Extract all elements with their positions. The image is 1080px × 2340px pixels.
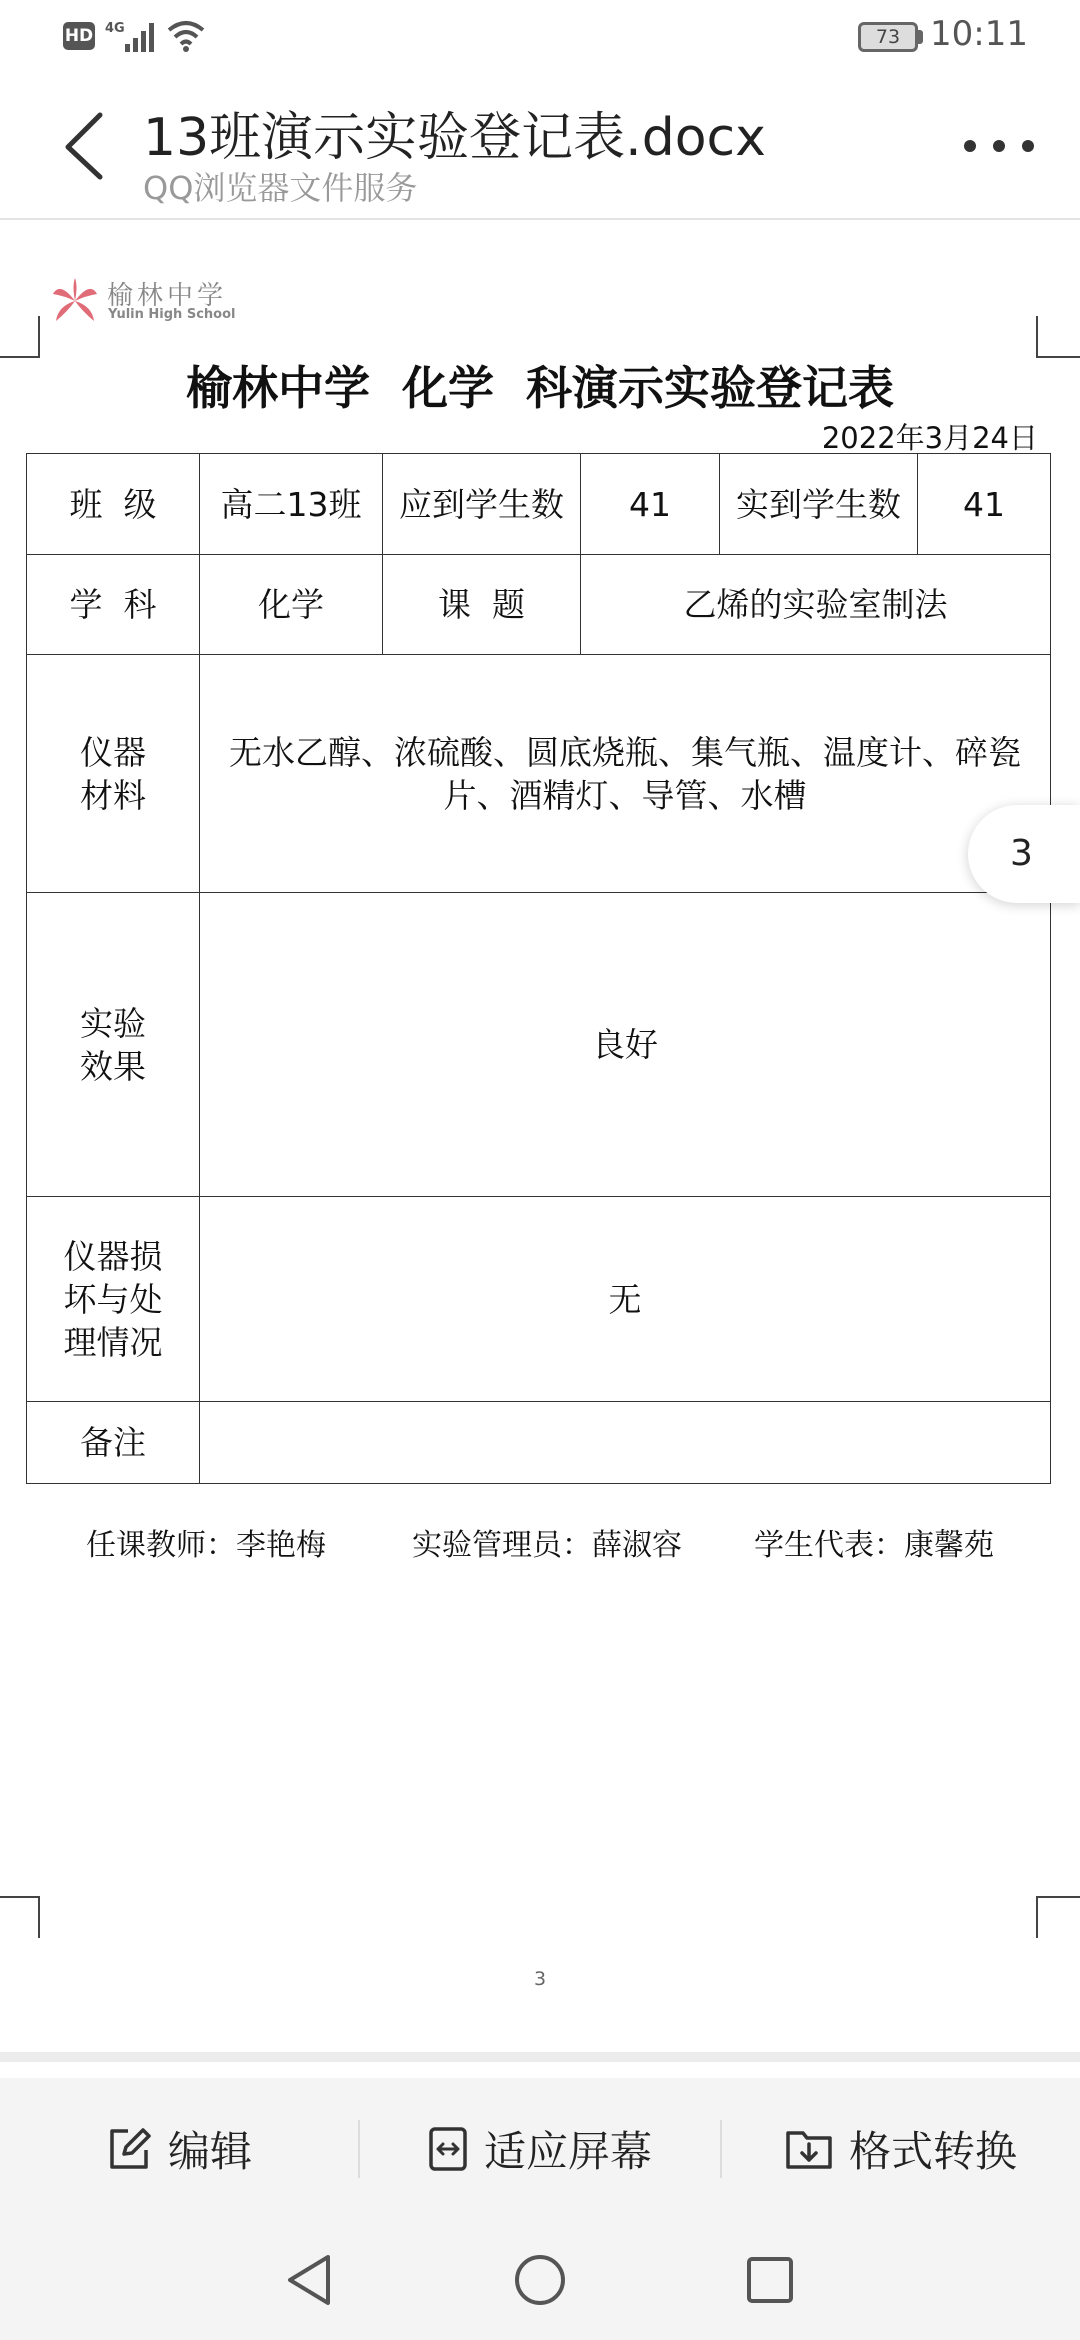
table-row	[27, 893, 1051, 1197]
page-number: 3	[533, 1968, 547, 1990]
remarks-label: 备注	[27, 1402, 200, 1484]
materials-label-line: 材料	[80, 775, 146, 815]
folder-download-icon	[785, 2127, 833, 2171]
system-nav-bar	[0, 2220, 1080, 2340]
page-indicator[interactable]: 3	[968, 805, 1080, 903]
teacher-signature: 任课教师：李艳梅	[86, 1528, 326, 1563]
status-bar	[0, 0, 1080, 75]
damage-label-line: 仪器损	[63, 1236, 163, 1276]
document-title: 榆林中学 化学 科演示实验登记表	[185, 361, 895, 415]
network-type: 4G	[105, 21, 125, 36]
damage-value: 无	[200, 1197, 1051, 1402]
table-row	[27, 1197, 1051, 1402]
triangle-back-icon[interactable]	[284, 2253, 334, 2307]
file-title: 13班演示实验登记表.docx	[143, 108, 766, 168]
fit-screen-button[interactable]	[360, 2078, 720, 2220]
actual-value: 41	[918, 454, 1051, 555]
table-row	[27, 454, 1051, 555]
document-date: 2022年3月24日	[821, 421, 1038, 455]
effect-label-line: 实验	[80, 1003, 146, 1043]
damage-label	[27, 1197, 200, 1402]
student-rep-signature: 学生代表：康馨苑	[754, 1528, 994, 1563]
school-logo-icon	[50, 276, 100, 326]
effect-label	[27, 893, 200, 1197]
materials-label	[27, 655, 200, 893]
materials-value: 无水乙醇、浓硫酸、圆底烧瓶、集气瓶、温度计、碎瓷片、酒精灯、导管、水槽	[200, 655, 1051, 893]
wifi-icon	[166, 18, 206, 54]
damage-label-line: 理情况	[63, 1322, 163, 1362]
hd-badge: HD	[63, 22, 95, 50]
page-separator	[0, 2052, 1080, 2062]
fit-screen-icon	[428, 2126, 468, 2172]
header-divider	[0, 218, 1080, 220]
edit-button[interactable]	[0, 2078, 358, 2220]
more-dots-icon[interactable]	[964, 140, 1034, 154]
topic-value: 乙烯的实验室制法	[581, 555, 1051, 655]
circle-home-icon[interactable]	[513, 2253, 567, 2307]
table-row	[27, 555, 1051, 655]
effect-label-line: 效果	[80, 1046, 146, 1086]
expected-value: 41	[581, 454, 720, 555]
crop-mark	[1036, 1896, 1080, 1938]
table-row	[27, 1402, 1051, 1484]
convert-format-label: 格式转换	[848, 2127, 1017, 2176]
battery-icon: 73	[858, 22, 918, 52]
class-label: 班 级	[27, 454, 200, 555]
remarks-value	[200, 1402, 1051, 1484]
register-table	[26, 453, 1051, 1484]
battery-tip	[918, 30, 923, 44]
topic-label: 课 题	[383, 555, 581, 655]
edit-icon	[106, 2126, 152, 2172]
materials-label-line: 仪器	[80, 732, 146, 772]
subject-value: 化学	[200, 555, 383, 655]
damage-label-line: 坏与处	[63, 1279, 163, 1319]
crop-mark	[0, 1896, 40, 1938]
school-logo-name: 榆林中学	[107, 281, 228, 311]
table-row	[27, 655, 1051, 893]
edit-label: 编辑	[167, 2127, 252, 2176]
fit-screen-label: 适应屏幕	[483, 2127, 652, 2176]
lab-admin-signature: 实验管理员：薛淑容	[412, 1528, 682, 1563]
clock: 10:11	[930, 14, 1028, 54]
convert-format-button[interactable]	[722, 2078, 1080, 2220]
expected-label: 应到学生数	[383, 454, 581, 555]
class-value: 高二13班	[200, 454, 383, 555]
subject-label: 学 科	[27, 555, 200, 655]
chevron-left-icon[interactable]	[60, 110, 110, 180]
actual-label: 实到学生数	[720, 454, 918, 555]
signal-icon	[103, 18, 163, 54]
square-recent-icon[interactable]	[745, 2255, 795, 2305]
effect-value: 良好	[200, 893, 1051, 1197]
bottom-toolbar	[0, 2078, 1080, 2220]
school-logo-sub: Yulin High School	[108, 307, 236, 322]
file-source: QQ浏览器文件服务	[143, 169, 418, 207]
